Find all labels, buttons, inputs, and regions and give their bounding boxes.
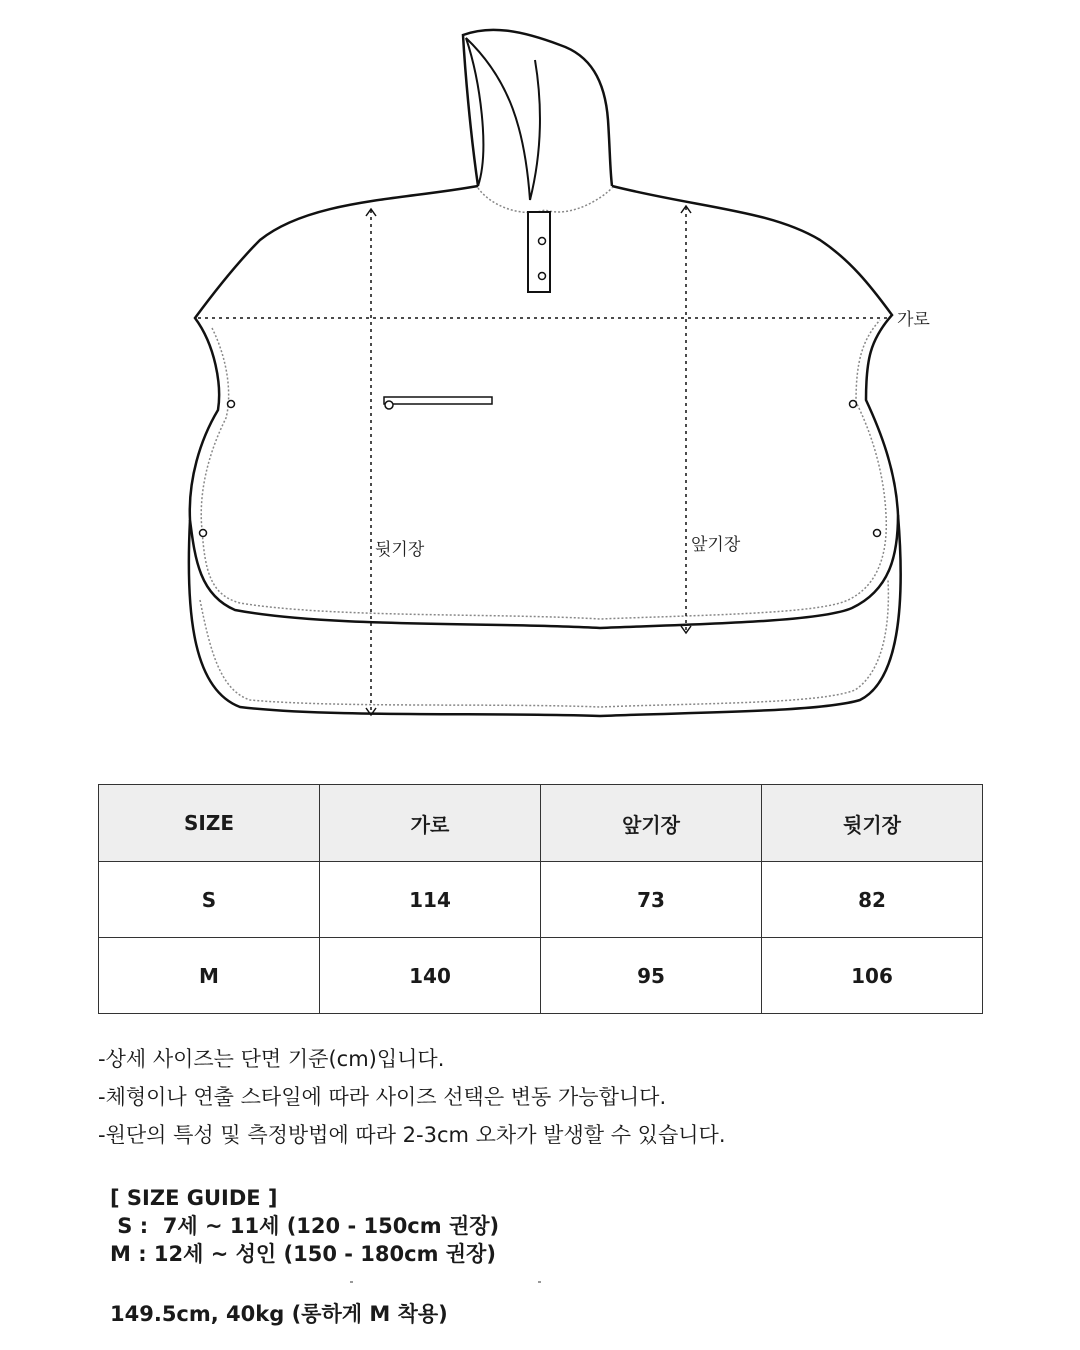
divider-dot: [538, 1281, 541, 1283]
side-snap: [200, 530, 207, 537]
snap-button: [539, 273, 546, 280]
cell-front-length: 73: [541, 862, 762, 938]
note-line: -상세 사이즈는 단면 기준(cm)입니다.: [98, 1047, 445, 1071]
zipper-pocket: [384, 397, 492, 404]
cell-size: M: [99, 938, 320, 1014]
table-row: [99, 938, 983, 1014]
cell-width: 140: [320, 938, 541, 1014]
divider-dot: [350, 1281, 353, 1283]
size-table-header: [99, 785, 983, 862]
cell-back-length: 82: [762, 862, 983, 938]
header-width: 가로: [320, 785, 541, 862]
snap-button: [539, 238, 546, 245]
side-snap: [874, 530, 881, 537]
table-row: [99, 862, 983, 938]
size-guide: [110, 1184, 499, 1268]
size-guide-title: [ SIZE GUIDE ]: [110, 1186, 278, 1210]
cell-size: S: [99, 862, 320, 938]
header-size: SIZE: [99, 785, 320, 862]
note-line: -원단의 특성 및 측정방법에 따라 2-3cm 오차가 발생할 수 있습니다.: [98, 1123, 726, 1147]
header-front-length: 앞기장: [541, 785, 762, 862]
front-length-label: 앞기장: [691, 535, 741, 555]
cell-front-length: 95: [541, 938, 762, 1014]
cell-back-length: 106: [762, 938, 983, 1014]
zipper-pull: [385, 401, 393, 409]
size-table: [98, 784, 983, 1014]
back-length-label: 뒷기장: [375, 540, 425, 560]
note-line: -체형이나 연출 스타일에 따라 사이즈 선택은 변동 가능합니다.: [98, 1085, 667, 1109]
side-snap: [228, 401, 235, 408]
size-notes: [98, 1040, 726, 1154]
header-back-length: 뒷기장: [762, 785, 983, 862]
front-placket: [528, 212, 550, 292]
size-guide-line: S : 7세 ~ 11세 (120 - 150cm 권장): [110, 1214, 500, 1238]
cell-width: 114: [320, 862, 541, 938]
side-snap: [850, 401, 857, 408]
width-label: 가로: [897, 310, 930, 330]
model-info: 149.5cm, 40kg (롱하게 M 착용): [110, 1302, 448, 1326]
size-guide-line: M : 12세 ~ 성인 (150 - 180cm 권장): [110, 1242, 496, 1266]
